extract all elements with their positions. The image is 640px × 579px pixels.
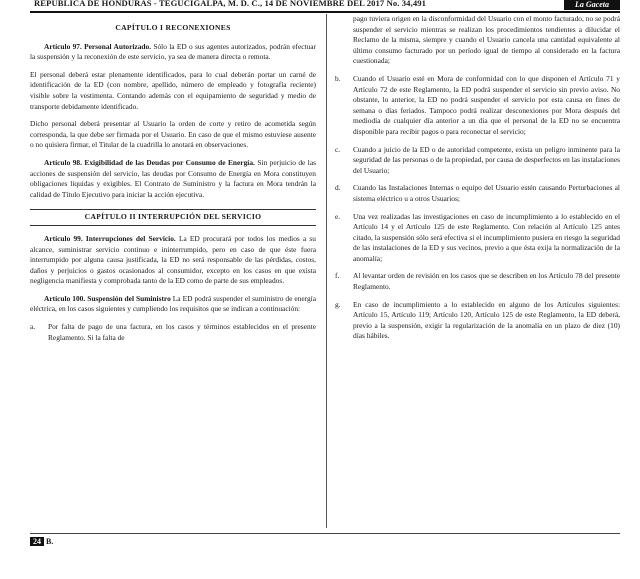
- item-a-continuation: pago tuviera origen en la disconformidad del Usuario con el monto facturado, no se podrá suspender el servicio mientras se realizan los procedimientos tendientes a dilucidar el Reclamo de la misma, siempre y cuando el Usuario cancela una cantidad equivalente al último consumo facturado por un período igual de tiempo al considerado en la factura cuestionada;: [353, 14, 620, 66]
- paragraph-order: Dicho personal deberá presentar al Usuario la orden de corte y retiro de acometida según corresponda, la que debe ser firmada por el Usuario. En caso de que el mismo estuviese ausente o no quisiera firmar, el Titular de la cuadrilla lo anotará en observaciones.: [30, 119, 316, 150]
- list-item-b: [335, 74, 620, 138]
- page-header: [30, 0, 620, 13]
- list-marker: g.: [335, 299, 341, 309]
- list-marker: c.: [335, 144, 341, 154]
- document-page: [30, 0, 620, 579]
- page-footer-rule: [30, 533, 620, 542]
- list-marker: d.: [335, 183, 341, 193]
- list-item-e: [335, 212, 620, 265]
- article-98: [30, 158, 316, 200]
- list-item-a: [30, 322, 316, 343]
- page-number-value: 24: [30, 537, 44, 546]
- gazette-logo: La Gaceta: [564, 0, 620, 10]
- list-marker: e.: [335, 211, 341, 221]
- article-100: [30, 294, 316, 315]
- list-marker: b.: [335, 73, 341, 83]
- list-item-text: Por falta de pago de una factura, en los casos y términos establecidos en el presente Reglamento. Si la falta de: [48, 322, 316, 342]
- list-item-c: [335, 145, 620, 177]
- list-item-text: En caso de incumplimiento a lo establecido en alguno de los Artículos siguientes: Artículo 15, Artículo 119; Artículo 120, Artículo 125 de este Reglamento, la ED deberá, previo a la suspensión, exigir la regularización de la anomalía en un plazo de diez (10) días hábiles.: [353, 299, 620, 341]
- article-98-title: Artículo 98. Exigibilidad de las Deudas por Consumo de Energía.: [44, 157, 255, 167]
- article-97-body: Sólo la ED o sus agentes autorizados, podrán efectuar la suspensión y la reconexión de este servicio, ya sea de manera directa o remota.: [30, 41, 316, 62]
- chapter-1-heading: CAPÍTULO I RECONEXIONES: [115, 23, 231, 32]
- article-97: [30, 42, 316, 63]
- list-item-d: [335, 183, 620, 204]
- article-97-title: Artículo 97. Personal Autorizado.: [44, 41, 152, 51]
- header-text: REPUBLICA DE HONDURAS - TEGUCIGALPA, M. D. C., 14 DE NOVIEMBRE DEL 2017 No. 34,491: [34, 0, 427, 8]
- article-100-title: Artículo 100. Suspensión del Suministro: [44, 293, 171, 303]
- list-item-text: Al levantar orden de revisión en los casos que se describen en los Artículo 78 del presente Reglamento.: [353, 271, 620, 292]
- list-item-text: Una vez realizadas las investigaciones en caso de incumplimiento a lo establecido en el Artículo 14 y el Artículo 125 de este Reglamento. Con relación al Artículo 125 antes citado, la suspensión sólo será efectiva si el incumplimiento pusiera en riesgo la seguridad de las instalaciones de la ED y sus vecinos, previo a que ésta exija la normalización de la anomalía;: [353, 211, 620, 263]
- paragraph-personnel: El personal deberá estar plenamente identificados, para lo cual deberán portar un carné de identificación de la ED (con nombre, apellido, número de empleado y fotografía reciente) visible sobre la vestimenta. Contando además con el equipamiento de seguridad y medio de transporte debidamente identificado.: [30, 69, 316, 111]
- list-marker: f.: [335, 271, 340, 281]
- list-item-text: Cuando el Usuario esté en Mora de conformidad con lo que disponen el Artículo 71 y Artículo 72 de este Reglamento, la ED podrá suspender el servicio sin previo aviso. No obstante, lo anterior, la ED no podrá suspender el servicio por esta causa en fines de semana o días feriados. Tampoco podrá realizar desconexiones por Mora después del mediodía de cualquier día anterior a un día que el personal de la ED no se encuentra disponible para recibir pagos o para reconectar el servicio;: [353, 73, 620, 136]
- article-100-body: La ED podrá suspender el suministro de energía eléctrica, en los casos siguientes y cumpliendo los requisitos que se indican a continuación:: [30, 293, 316, 314]
- column-divider: [326, 14, 327, 528]
- list-item-f: [335, 271, 620, 292]
- article-99: [30, 234, 316, 287]
- article-99-title: Artículo 99. Interrupciones del Servicio.: [44, 233, 176, 243]
- page-number: [30, 537, 53, 546]
- section-label: B.: [46, 537, 54, 546]
- left-column: [30, 14, 316, 350]
- list-item-text: Cuando las Instalaciones Internas o equipo del Usuario estén causando Perturbaciones al sistema eléctrico u a otros Usuarios;: [353, 183, 620, 203]
- article-99-body: La ED procurará por todos los medios a su alcance, suministrar servicio continuo e ininterrumpido, pero en caso de que éste fuera interrumpido por alguna causa justificada, la ED no será responsable de las pérdidas, costos, daños y perjuicios o gastos ocasionados al consumidor, excepto en los casos en que exista negligencia manifiesta y comprobada tanto de la ED como de parte de sus empleados.: [30, 233, 316, 286]
- list-marker: a.: [30, 322, 36, 332]
- chapter-2-heading: CAPÍTULO II INTERRUPCIÓN DEL SERVICIO: [30, 209, 316, 226]
- list-item-g: [335, 300, 620, 342]
- list-item-text: Cuando a juicio de la ED o de autoridad competente, exista un peligro inminente para la seguridad de las personas o de la propiedad, por causa de desperfectos en las instalaciones del Usuario;: [353, 144, 620, 175]
- right-column: [335, 14, 620, 349]
- article-98-body: Sin perjuicio de las acciones de suspensión del servicio, las deudas por Consumo de Energía en Mora constituyen obligaciones líquidas y exigibles. El Contrato de Suministro y la factura en Mora tendrán la calidad de Título Ejecutivo para iniciar la acción ejecutiva.: [30, 157, 316, 199]
